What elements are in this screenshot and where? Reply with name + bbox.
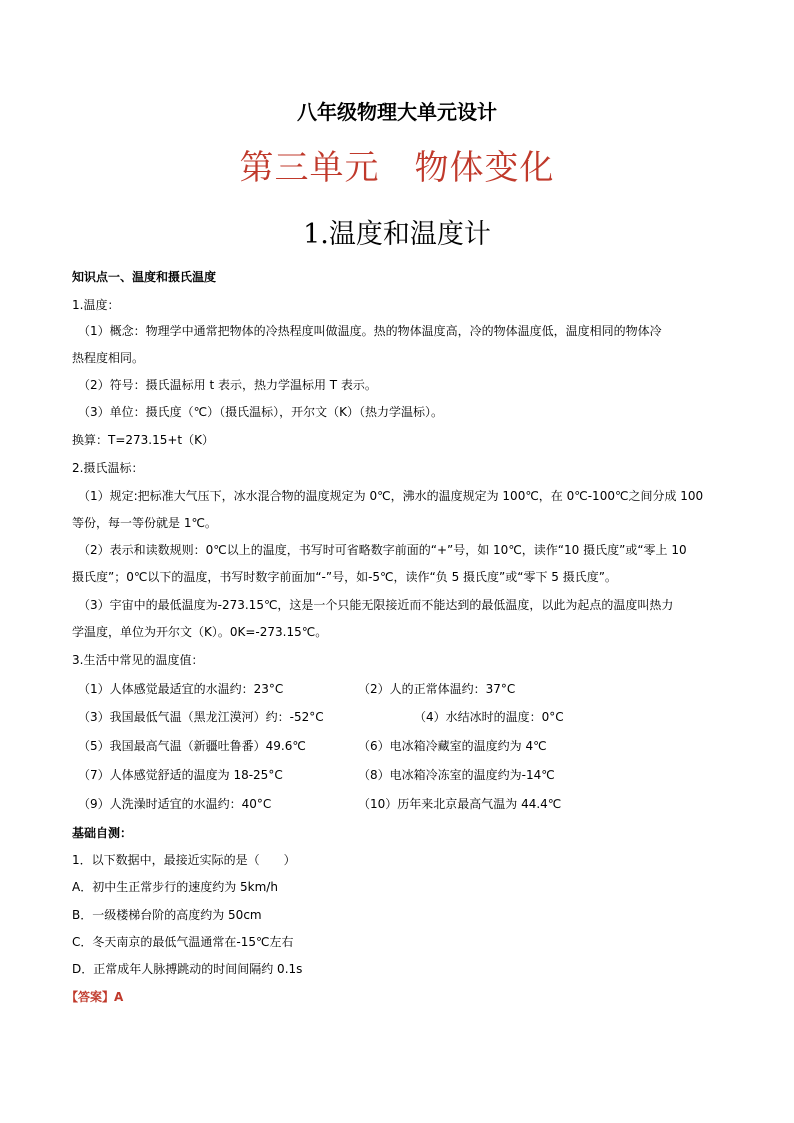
rule3-line-2: 学温度，单位为开尔文（K）。0K=-273.15℃。 [72,625,328,639]
lesson-title: 1.温度和温度计 [303,219,491,250]
common-value-item: （6）电冰箱冷藏室的温度约为 4℃ [358,739,547,753]
answer-label: 【答案】 [66,990,115,1004]
concept-line-2: 热程度相同。 [72,351,145,365]
concept-line-1: （1）概念：物理学中通常把物体的冷热程度叫做温度。热的物体温度高，冷的物体温度低，温度相同的物体冷 [78,324,662,338]
symbol-line: （2）符号：摄氏温标用 t 表示，热力学温标用 T 表示。 [78,378,377,392]
common-value-item: （7）人体感觉舒适的温度为 18-25°C [78,768,283,782]
rule2-line-1: （2）表示和读数规则：0℃以上的温度，书写时可省略数字前面的“+”号，如 10℃，读作“10 摄氏度”或“零上 10 [78,543,687,557]
common-value-item: （1）人体感觉最适宜的水温约：23°C [78,682,284,696]
rule2-line-2: 摄氏度”；0℃以下的温度，书写时数字前面加“-”号，如-5℃，读作“负 5 摄氏度”或“零下 5 摄氏度”。 [72,570,617,584]
answer-value: A [114,990,124,1004]
quiz-option-b: B．一级楼梯台阶的高度约为 50cm [72,908,262,922]
rule1-line-2: 等份，每一等份就是 1℃。 [72,516,217,530]
quiz-heading: 基础自测： [72,826,133,840]
celsius-title: 2.摄氏温标： [72,461,144,475]
rule1-line-1: （1）规定:把标准大气压下，冰水混合物的温度规定为 0℃，沸水的温度规定为 100℃，在 0℃-100℃之间分成 100 [78,489,704,503]
common-value-item: （3）我国最低气温（黑龙江漠河）约：-52°C [78,710,324,724]
common-value-item: （4）水结冰时的温度：0°C [414,710,564,724]
section-heading: 知识点一、温度和摄氏温度 [72,270,217,284]
quiz-option-d: D．正常成年人脉搏跳动的时间间隔约 0.1s [72,962,303,976]
common-value-item: （8）电冰箱冷冻室的温度约为-14℃ [358,768,555,782]
unit-line: （3）单位：摄氏度（℃）（摄氏温标），开尔文（K）（热力学温标）。 [78,405,443,419]
common-value-item: （9）人洗澡时适宜的水温约：40°C [78,797,272,811]
common-value-item: （2）人的正常体温约：37°C [358,682,516,696]
quiz-option-c: C．冬天南京的最低气温通常在-15℃左右 [72,935,294,949]
common-value-item: （10）历年来北京最高气温为 44.4℃ [358,797,562,811]
unit-title: 第三单元 物体变化 [239,148,555,188]
course-title: 八年级物理大单元设计 [297,100,497,124]
quiz-answer [66,988,123,1005]
common-value-item: （5）我国最高气温（新疆吐鲁番）49.6℃ [78,739,306,753]
quiz-option-a: A．初中生正常步行的速度约为 5km/h [72,880,278,894]
temperature-title: 1.温度： [72,298,120,312]
common-values-title: 3.生活中常见的温度值： [72,653,204,667]
quiz-question: 1．以下数据中，最接近实际的是（ ） [72,853,296,867]
rule3-line-1: （3）宇宙中的最低温度为-273.15℃，这是一个只能无限接近而不能达到的最低温度，以此为起点的温度叫热力 [78,598,674,612]
conversion-line: 换算：T=273.15+t（K） [72,433,215,447]
